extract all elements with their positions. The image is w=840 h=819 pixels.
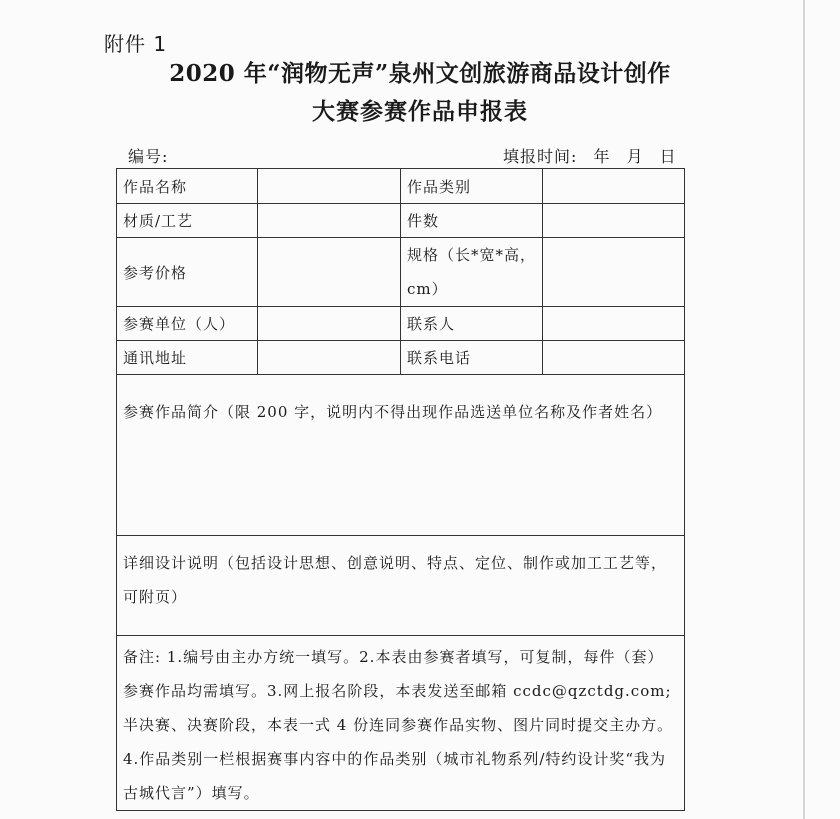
material-craft-field[interactable] <box>258 204 401 238</box>
mailing-address-field[interactable] <box>258 341 401 375</box>
participant-unit-label: 参赛单位（人） <box>117 307 258 341</box>
form-row <box>117 536 685 636</box>
work-intro-section[interactable]: 参赛作品简介（限 200 字，说明内不得出现作品选送单位名称及作者姓名） <box>117 375 685 536</box>
design-description-section[interactable]: 详细设计说明（包括设计思想、创意说明、特点、定位、制作或加工工艺等，可附页） <box>117 536 685 636</box>
form-title-line-2: 大赛参赛作品申报表 <box>312 98 528 125</box>
notes-section: 备注: 1.编号由主办方统一填写。2.本表由参赛者填写，可复制，每件（套）参赛作品均需填写。3.网上报名阶段，本表发送至邮箱 ccdc@qzctdg.com; 半决赛、决赛阶段，本表一式 4 份连同参赛作品实物、图片同时提交主办方。4.作品类别一栏根据赛事内容中的作品类别（城市礼物系列/特约设计奖“我为古城代言”）填写。 <box>117 636 685 811</box>
form-row <box>117 636 685 811</box>
contact-person-field[interactable] <box>543 307 685 341</box>
piece-count-field[interactable] <box>543 204 685 238</box>
dimensions-label: 规格（长*宽*高，cm） <box>401 238 543 307</box>
material-craft-label: 材质/工艺 <box>117 204 258 238</box>
form-row <box>117 204 685 238</box>
form-row <box>117 341 685 375</box>
contact-phone-field[interactable] <box>543 341 685 375</box>
contact-phone-label: 联系电话 <box>401 341 543 375</box>
dimensions-field[interactable] <box>543 238 685 307</box>
participant-unit-field[interactable] <box>258 307 401 341</box>
form-row <box>117 375 685 536</box>
application-form-table <box>116 168 685 811</box>
work-category-field[interactable] <box>543 169 685 204</box>
form-title-line-1: 2020 年“润物无声”泉州文创旅游商品设计创作 <box>169 60 671 87</box>
form-row <box>117 238 685 307</box>
work-name-field[interactable] <box>258 169 401 204</box>
piece-count-label: 件数 <box>401 204 543 238</box>
reference-price-field[interactable] <box>258 238 401 307</box>
contact-person-label: 联系人 <box>401 307 543 341</box>
form-row <box>117 169 685 204</box>
attachment-label: 附件 1 <box>104 32 168 56</box>
number-label: 编号: <box>128 147 169 166</box>
reference-price-label: 参考价格 <box>117 238 258 307</box>
mailing-address-label: 通讯地址 <box>117 341 258 375</box>
form-row <box>117 307 685 341</box>
fill-date-label: 填报时间: 年 月 日 <box>503 147 677 166</box>
work-category-label: 作品类别 <box>401 169 543 204</box>
work-name-label: 作品名称 <box>117 169 258 204</box>
